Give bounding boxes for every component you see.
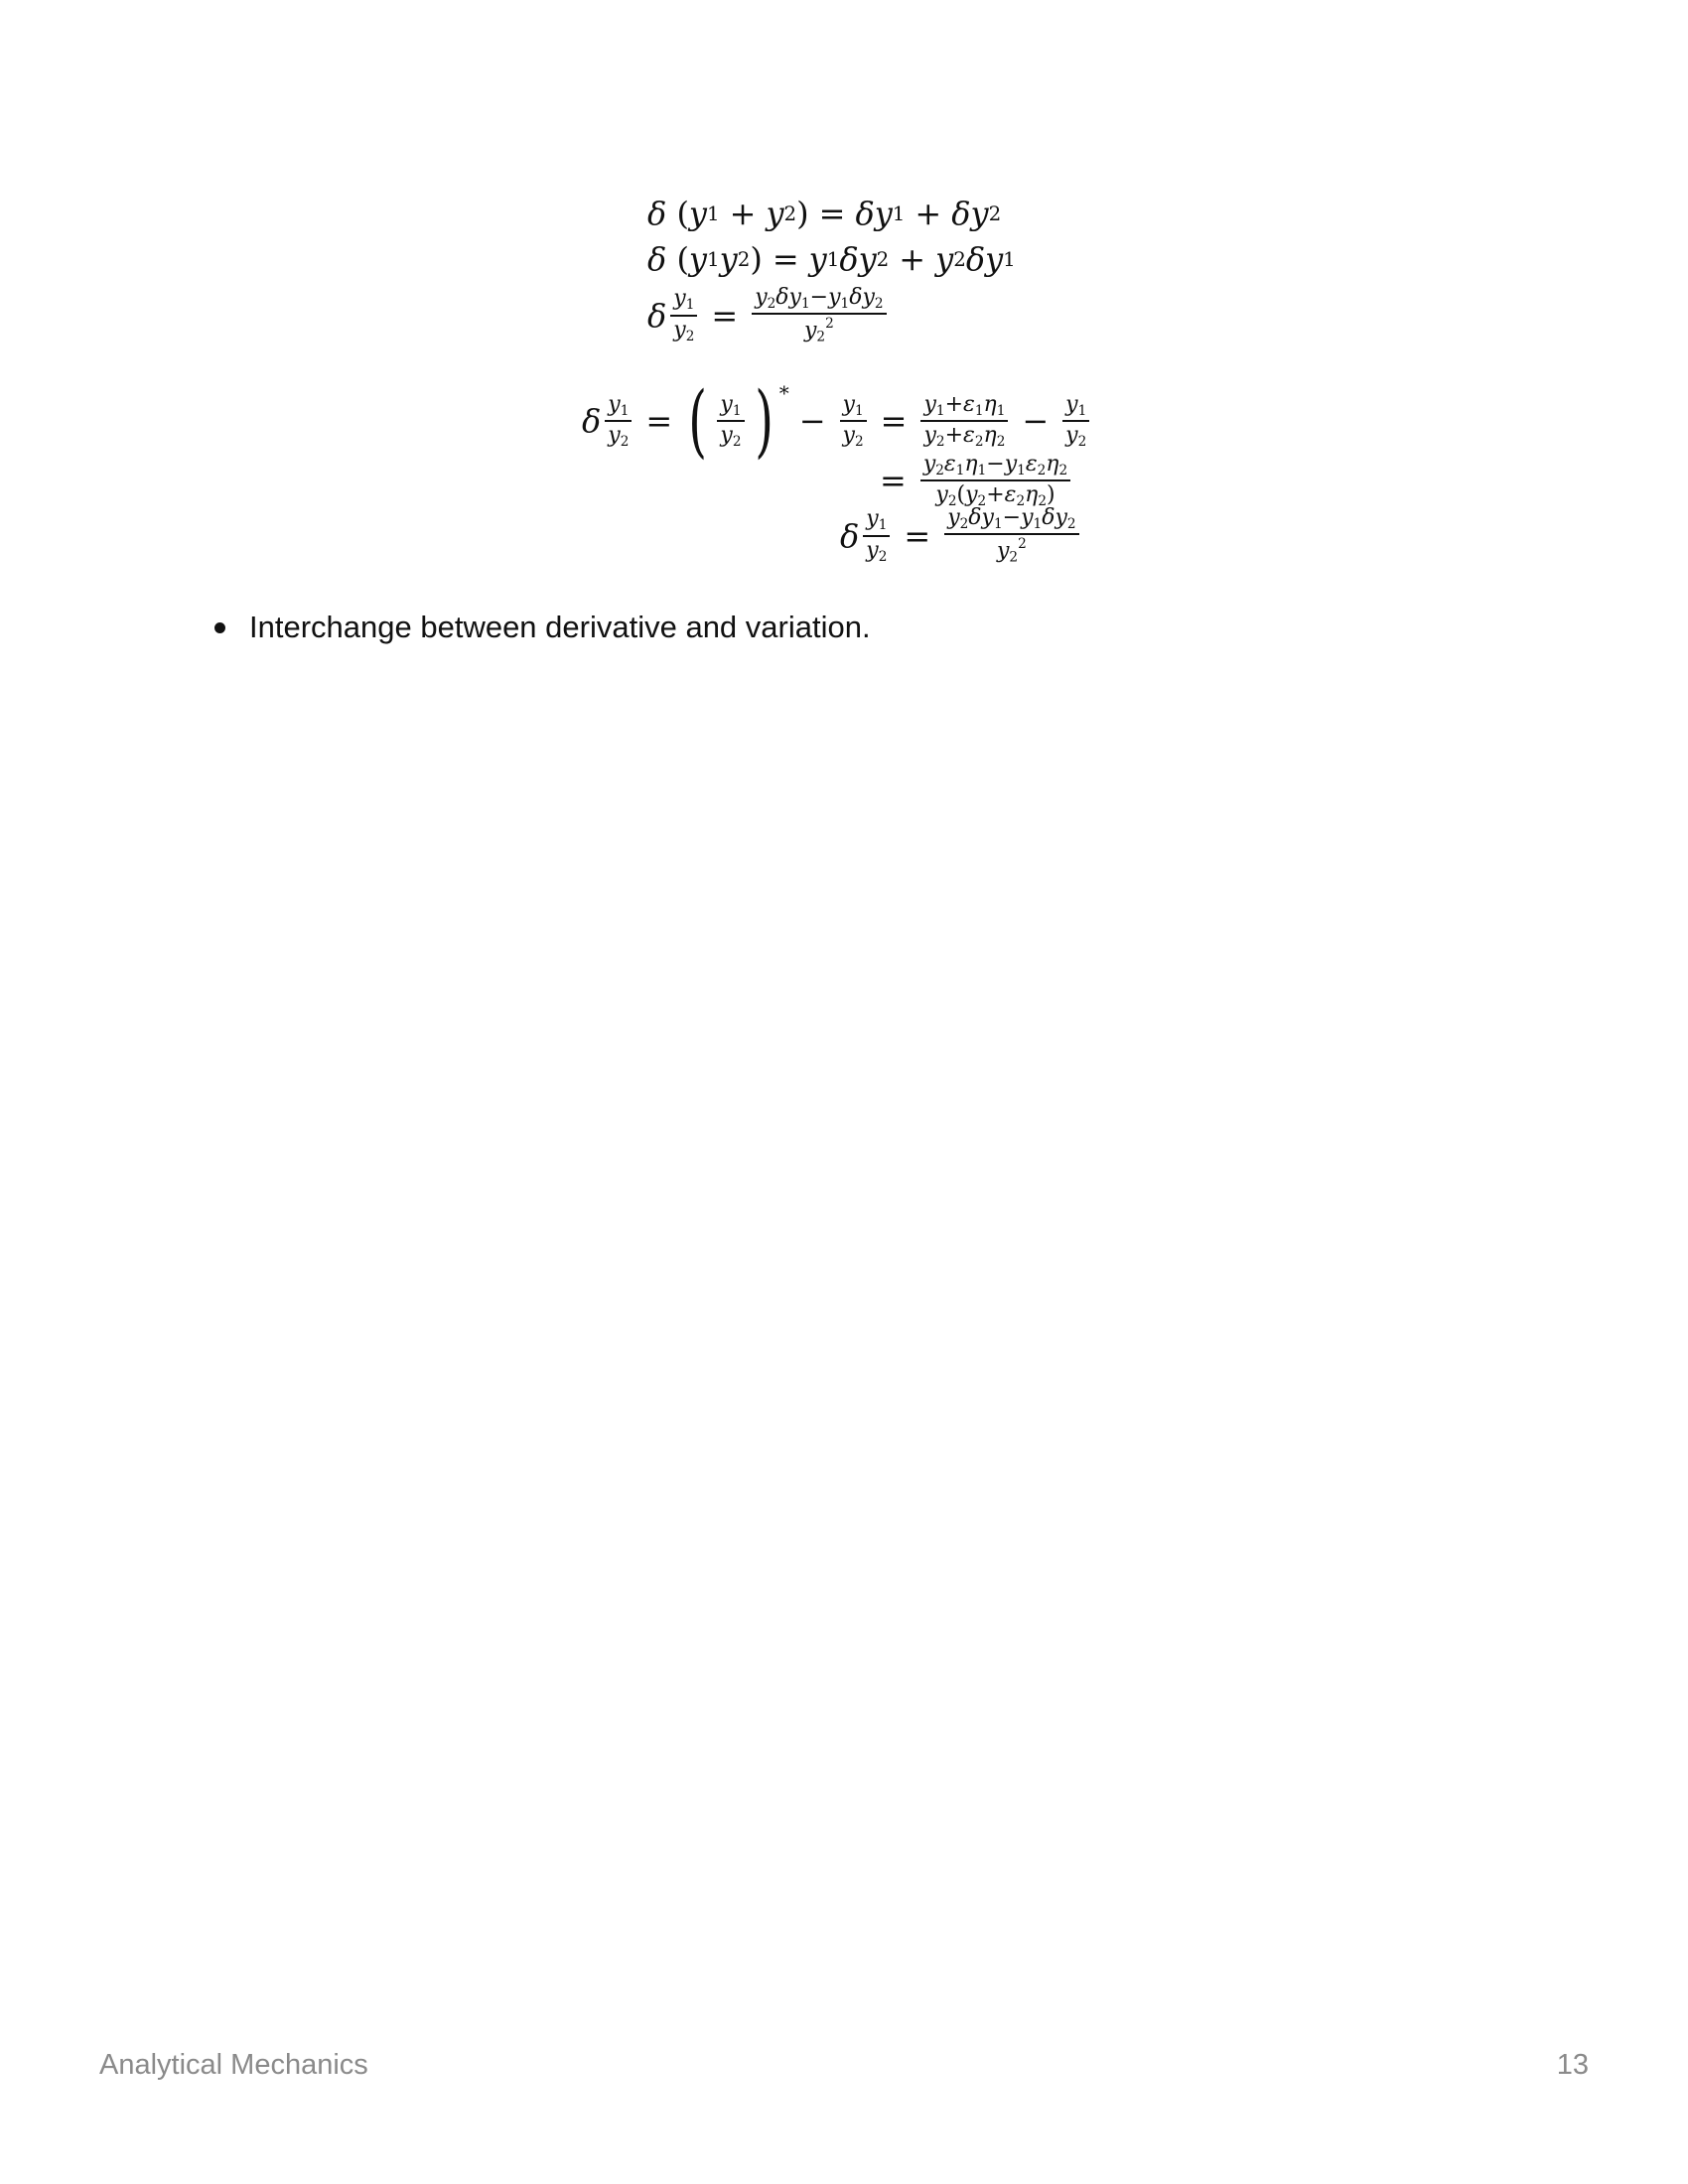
fraction: $\frac{y_1}{y_2}$ <box>605 393 632 450</box>
fraction: $\frac{y_1}{y_2}$ <box>840 393 867 450</box>
bullet-list-item <box>214 610 871 645</box>
fraction: $\frac{y_1}{y_2}$ <box>670 287 697 343</box>
bullet-dot-icon <box>214 622 225 633</box>
fraction: $\frac{y_1}{y_2}$ <box>863 507 890 564</box>
fraction: $\frac{y_1}{y_2}$ <box>1062 393 1089 450</box>
fraction: $\frac{y_2\varepsilon_1\eta_1-y_1\varepsilon_2\eta_2}{y_2(y_2+\varepsilon_2\eta_2)}$ <box>920 453 1070 509</box>
equation-derivation-line-3: δ $\frac{y_1}{y_2}$ = $\frac{y_2\delta y_1-y_1\delta y_2}{y_2^2}$ <box>840 506 1083 565</box>
equation-derivation-line-2: = $\frac{y_2\varepsilon_1\eta_1-y_1\varepsilon_2\eta_2}{y_2(y_2+\varepsilon_2\eta_2)}$ <box>870 453 1074 509</box>
equation-derivation-line-1: δ $\frac{y_1}{y_2}$ = ( $\frac{y_1}{y_2}$ ) * − $\frac{y_1}{y_2}$ = $\frac{y_1+\varepsilon_1\eta_1}{y_2+\varepsilon_2\eta_2}$ − $\frac{y_1}{y_2}$ <box>582 381 1093 461</box>
bullet-text: Interchange between derivative and variation. <box>249 610 871 644</box>
equation-product-rule: δ ( y 1 y 2 ) = y 1 δy 2 + y 2 δy 1 <box>647 240 1016 278</box>
footer-page-number: 13 <box>1556 2049 1589 2081</box>
equation-sum-rule: δ ( y 1 + y 2 ) = δy 1 + δy 2 <box>647 195 1002 232</box>
equation-quotient-rule: δ $\frac{y_1}{y_2}$ = $\frac{y_2\delta y_1-y_1\delta y_2}{y_2^2}$ <box>647 286 891 344</box>
fraction: $\frac{y_2\delta y_1-y_1\delta y_2}{y_2^2}$ <box>752 286 886 344</box>
fraction: $\frac{y_1+\varepsilon_1\eta_1}{y_2+\varepsilon_2\eta_2}$ <box>920 393 1008 450</box>
footer-document-title: Analytical Mechanics <box>99 2049 368 2081</box>
fraction: $\frac{y_2\delta y_1-y_1\delta y_2}{y_2^2}$ <box>944 506 1078 565</box>
fraction: $\frac{y_1}{y_2}$ <box>717 393 744 450</box>
